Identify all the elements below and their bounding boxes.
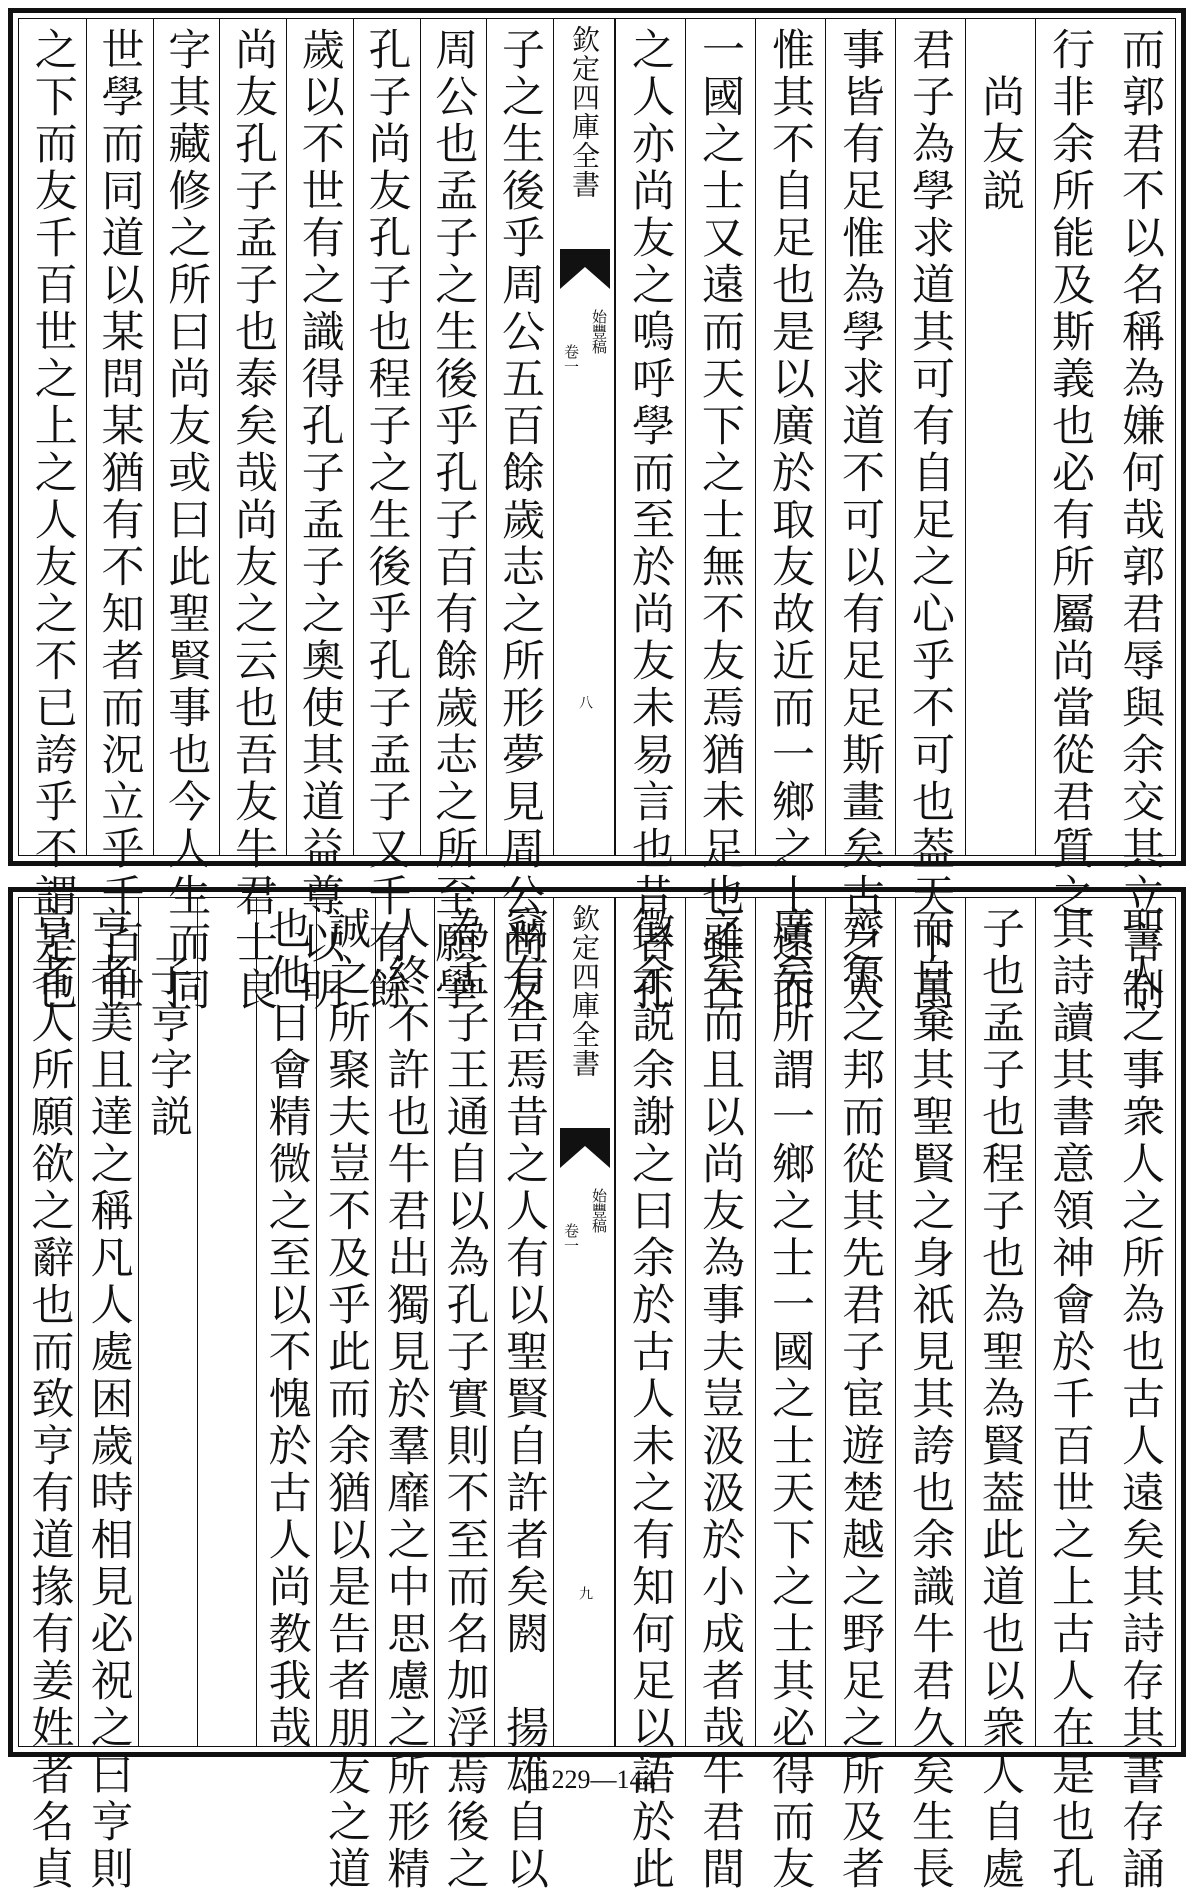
- text-column: [1105, 898, 1175, 1893]
- column-text: 之矣而且以尚友為事夫豈汲汲於小成者哉牛君間: [695, 906, 745, 1893]
- text-column: [1035, 19, 1105, 920]
- text-column: [895, 898, 965, 1893]
- chapter-label: 卷一: [562, 344, 580, 374]
- fishtail-mark-icon: [560, 249, 610, 289]
- column-text: 行非余所能及斯義也必有所屬尚當從君質之: [1045, 27, 1095, 920]
- text-column: [434, 898, 493, 1893]
- text-column: [316, 898, 375, 1893]
- column-text: 尚友孔子孟子也泰矣哉尚友之云也吾友牛君士良: [228, 27, 278, 1014]
- text-column: [19, 19, 86, 1014]
- column-text: 亨者美且達之稱凡人處困歲時相見必祝之曰亨則: [83, 906, 134, 1893]
- text-column: [86, 19, 153, 1014]
- leaf-number: 八: [577, 695, 593, 709]
- column-text: 齊魯之邦而從其先君子宦遊楚越之野足之所及者: [835, 906, 885, 1893]
- column-text: 歲以不世有之識得孔子孟子之奧使其道益尊以明: [294, 27, 345, 1014]
- center-fold-strip: [553, 898, 615, 1746]
- column-text: 也他日會精微之至以不愧於古人尚教我哉: [261, 906, 312, 1752]
- text-column: [825, 19, 895, 1014]
- column-text: 事皆有足惟為學求道不可以有足足斯畫矣古之人: [835, 27, 885, 1014]
- collection-title: 欽定四庫全書: [568, 904, 601, 1078]
- text-column: [615, 898, 685, 1893]
- leaf-number: 九: [577, 1586, 593, 1600]
- text-column: [486, 19, 553, 1014]
- text-column: [197, 898, 256, 1746]
- column-text: 孔子尚友孔子也程子之生後乎孔子孟子又千有餘: [361, 27, 412, 1014]
- text-column: [286, 19, 353, 1014]
- text-column: [353, 19, 420, 1014]
- column-text: 而自棄其聖賢之身祇見其誇也余識牛君久矣生長: [905, 906, 955, 1893]
- column-text: 周公也孟子之生後乎孔子百有餘歲志之所至願學: [428, 27, 479, 1014]
- text-column: [219, 19, 286, 1014]
- column-text: 惟其不自足也是以廣於取友故近而一鄉之士遠而: [765, 27, 815, 1014]
- text-column: [755, 19, 825, 1014]
- text-column: [153, 19, 220, 1014]
- column-text: 竊有告焉昔之人有以聖賢自許者矣閼 揚雄自以: [498, 906, 549, 1893]
- collection-title: 欽定四庫全書: [568, 25, 601, 199]
- text-column: [685, 898, 755, 1893]
- column-text: 廣矣所謂一鄉之士一國之士天下之士其必得而友: [765, 906, 815, 1893]
- column-text: 亨者人所願欲之辭也而致亨有道掾有姜姓者名貞: [24, 906, 75, 1893]
- upper-page-frame: [18, 18, 1176, 1014]
- column-text: 之人亦尚友之嗚呼學而至於尚友未易言也昔者孔: [625, 27, 675, 1014]
- text-column: [965, 898, 1035, 1893]
- text-column: [420, 19, 487, 1014]
- column-text: 一國之士又遠而天下之士無不友焉猶未足也雖古: [695, 27, 745, 1014]
- column-text: 尚友説: [975, 27, 1025, 215]
- column-text: 徵余説余謝之曰余於古人未之有知何足以語於此: [625, 906, 675, 1893]
- column-text: 世學而同道以某問某猶有不知者而況立乎千百世: [94, 27, 145, 1014]
- fishtail-mark-icon: [560, 1128, 610, 1168]
- text-column: [1035, 898, 1105, 1893]
- text-column: [375, 898, 434, 1893]
- volume-page-number: 1229—144: [538, 1765, 656, 1794]
- upper-page: [8, 8, 1186, 1014]
- text-column: [78, 898, 137, 1893]
- book-title: 始豐稿: [590, 1188, 608, 1233]
- text-column: [895, 19, 965, 1014]
- text-column: [755, 898, 825, 1893]
- column-text: 其詩讀其書意領神會於千百世之上古人在是也孔: [1045, 906, 1095, 1893]
- column-text: 子亨字説: [142, 906, 193, 1141]
- text-column: [256, 898, 315, 1752]
- text-column: [494, 898, 553, 1893]
- column-text: 子也孟子也程子也為聖為賢葢此道也以衆人自處: [975, 906, 1025, 1893]
- column-text: 君子為學求道其可有自足之心乎不可也葢天下萬: [905, 27, 955, 1014]
- column-text: 之下而友千百世之上之人友之不已誇乎不謂是也: [27, 27, 78, 1014]
- column-text: 子之生後乎周公五百餘歲志之所形夢見周公尚友: [495, 27, 545, 1014]
- column-text: 而郭君不以名稱為嫌何哉郭君辱與余交其立言制: [1115, 27, 1165, 1014]
- column-text: 聖人之事衆人之所為也古人遠矣其詩存其書存誦: [1115, 906, 1165, 1893]
- center-fold-strip: [553, 19, 615, 855]
- column-text: 誠之所聚夫豈不及乎此而余猶以是告者朋友之道: [320, 906, 371, 1893]
- text-column: [965, 19, 1035, 855]
- text-column: [19, 898, 78, 1893]
- text-column: [685, 19, 755, 1014]
- column-text: 為孟子王通自以為孔子實則不至而名加浮焉後之: [439, 906, 490, 1893]
- text-column: [138, 898, 197, 1746]
- column-text: 人終不許也牛君出獨見於羣靡之中思慮之所形精: [380, 906, 431, 1893]
- chapter-label: 卷一: [562, 1223, 580, 1253]
- book-title: 始豐稿: [590, 309, 608, 354]
- text-column: [615, 19, 685, 1014]
- text-column: [825, 898, 895, 1893]
- column-text: 字其藏修之所曰尚友或曰此聖賢事也今人生而同: [161, 27, 212, 1014]
- text-column: [1105, 19, 1175, 1014]
